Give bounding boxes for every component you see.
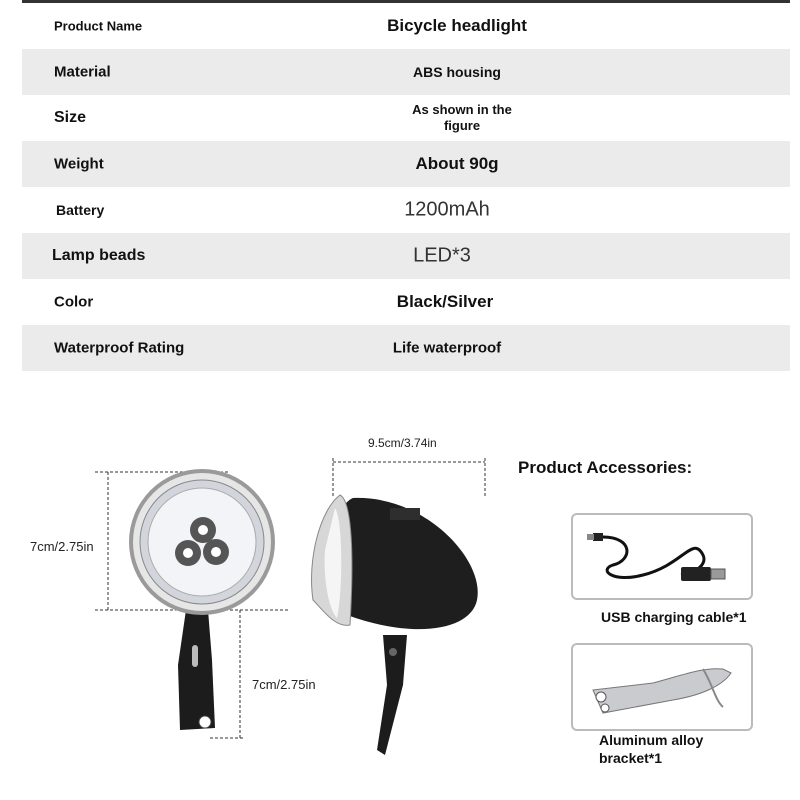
spec-label: Color bbox=[54, 293, 94, 311]
lamp-width-dimension: 9.5cm/3.74in bbox=[368, 436, 437, 450]
spec-value: As shown in the figure bbox=[412, 102, 512, 133]
lamp-side-view bbox=[295, 450, 495, 770]
spec-row-size bbox=[22, 95, 790, 141]
spec-label: Battery bbox=[56, 202, 105, 218]
spec-table bbox=[22, 3, 790, 371]
usb-cable-box bbox=[571, 513, 753, 600]
spec-label: Waterproof Rating bbox=[54, 339, 185, 357]
usb-cable-icon bbox=[573, 515, 751, 598]
spec-value: About 90g bbox=[415, 154, 499, 173]
spec-row-material bbox=[22, 49, 790, 95]
spec-value: 1200mAh bbox=[404, 198, 490, 221]
accessories-title: Product Accessories: bbox=[518, 458, 693, 477]
spec-row-waterproof bbox=[22, 325, 790, 371]
usb-cable-label: USB charging cable*1 bbox=[601, 609, 747, 625]
spec-row-color bbox=[22, 279, 790, 325]
spec-label: Material bbox=[54, 63, 111, 81]
spec-label: Size bbox=[54, 109, 87, 126]
spec-row-product-name bbox=[22, 3, 790, 49]
spec-value: LED*3 bbox=[413, 244, 471, 267]
spec-row-weight bbox=[22, 141, 790, 187]
spec-row-battery bbox=[22, 187, 790, 233]
lamp-height-dimension: 7cm/2.75in bbox=[30, 539, 94, 554]
spec-value: ABS housing bbox=[413, 64, 501, 80]
bracket-height-dimension: 7cm/2.75in bbox=[252, 677, 316, 692]
bracket-label: Aluminum alloy bracket*1 bbox=[599, 732, 704, 766]
spec-label: Product Name bbox=[54, 18, 143, 34]
spec-row-lamp-beads bbox=[22, 233, 790, 279]
spec-value: Life waterproof bbox=[392, 339, 502, 357]
spec-value: Bicycle headlight bbox=[387, 16, 527, 35]
spec-value: Black/Silver bbox=[396, 292, 494, 311]
bracket-icon bbox=[573, 645, 751, 729]
lamp-front-view bbox=[90, 460, 290, 760]
spec-label: Weight bbox=[54, 155, 104, 173]
spec-label: Lamp beads bbox=[52, 247, 146, 264]
bracket-box bbox=[571, 643, 753, 731]
